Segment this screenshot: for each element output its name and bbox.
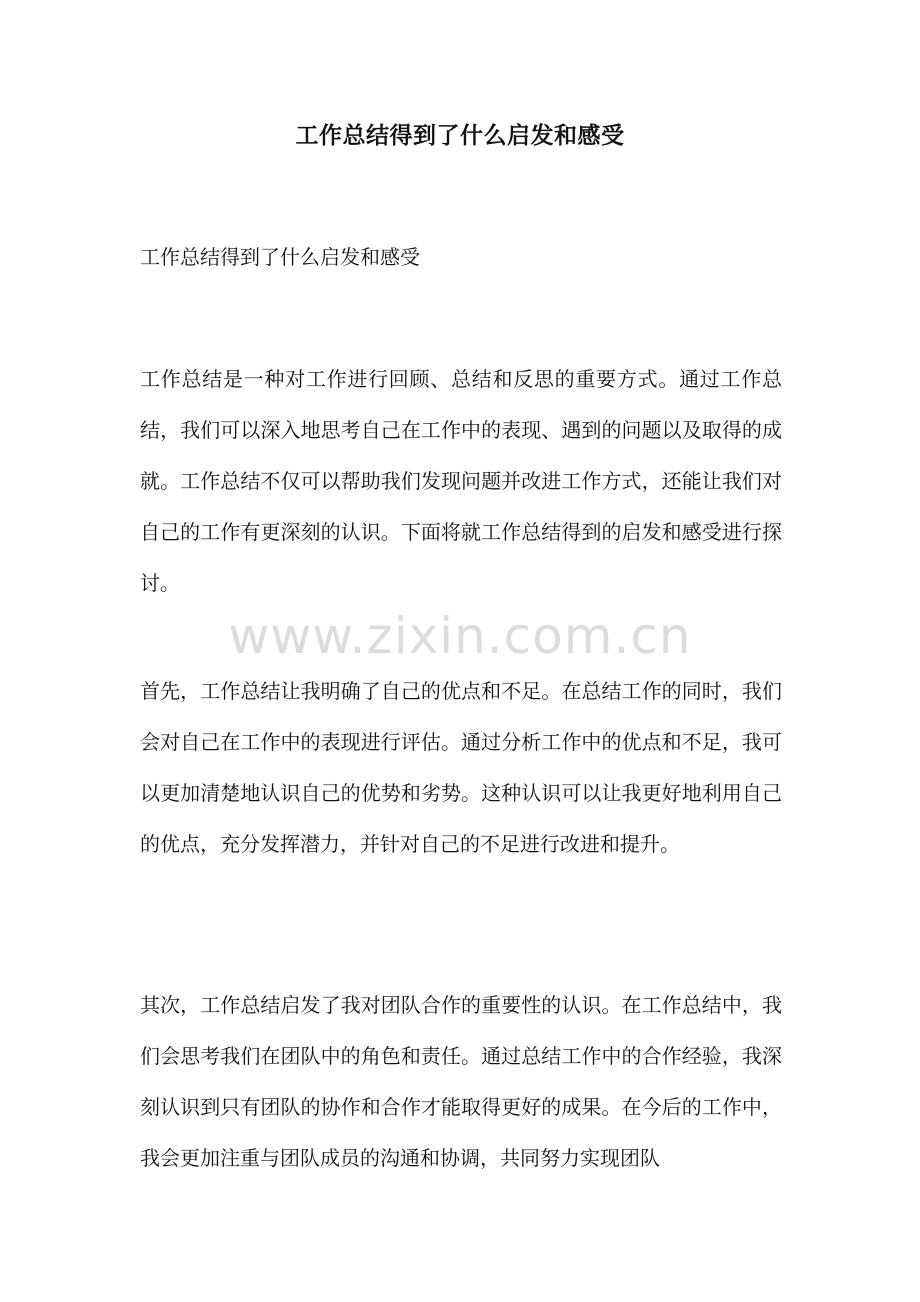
paragraph-intro: 工作总结是一种对工作进行回顾、总结和反思的重要方式。通过工作总结，我们可以深入地思考自己在工作中的表现、遇到的问题以及取得的成就。工作总结不仅可以帮助我们发现问题并改进工作方式，还能让我们对自己的工作有更深刻的认识。下面将就工作总结得到的启发和感受进行探讨。	[140, 367, 782, 595]
document-subtitle: 工作总结得到了什么启发和感受	[140, 245, 420, 269]
document-title: 工作总结得到了什么启发和感受	[295, 122, 625, 149]
paragraph-first-point: 首先，工作总结让我明确了自己的优点和不足。在总结工作的同时，我们会对自己在工作中的表现进行评估。通过分析工作中的优点和不足，我可以更加清楚地认识自己的优势和劣势。这种认识可以让我更好地利用自己的优点，充分发挥潜力，并针对自己的不足进行改进和提升。	[140, 679, 782, 856]
paragraph-second-point: 其次，工作总结启发了我对团队合作的重要性的认识。在工作总结中，我们会思考我们在团队中的角色和责任。通过总结工作中的合作经验，我深刻认识到只有团队的协作和合作才能取得更好的成果。在今后的工作中，我会更加注重与团队成员的沟通和协调，共同努力实现团队	[140, 993, 782, 1170]
watermark-text: www.zixin.com.cn	[228, 607, 692, 665]
